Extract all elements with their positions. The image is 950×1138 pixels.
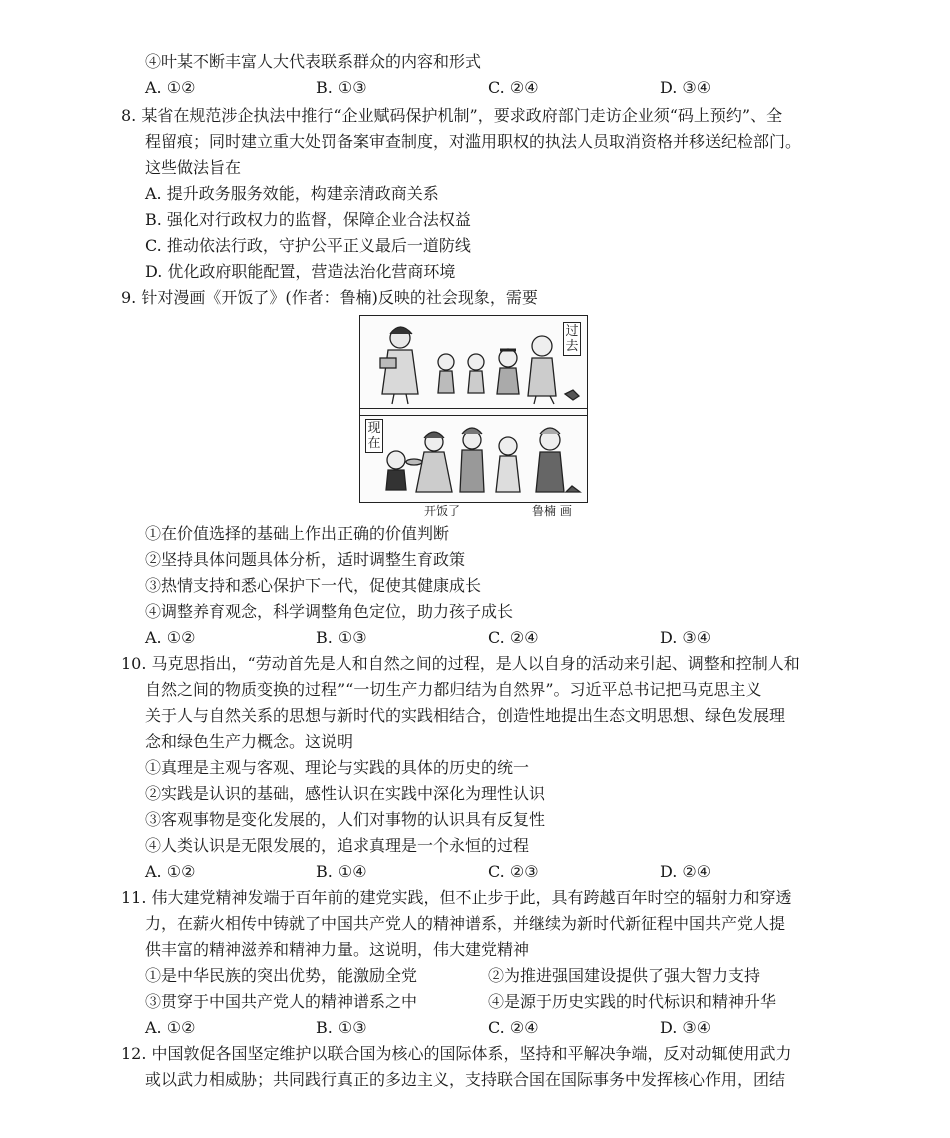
q10-stem-line-4: 念和绿色生产力概念。这说明 [145, 732, 354, 751]
q11-stem-line-3: 供丰富的精神滋养和精神力量。这说明，伟大建党精神 [145, 940, 530, 959]
q12-stem-line-1: 12. 中国敦促各国坚定维护以联合国为核心的国际体系，坚持和平解决争端，反对动辄使用武力 [121, 1044, 792, 1063]
q11-option-b: B. ①③ [316, 1018, 367, 1037]
q9-option-d: D. ③④ [660, 628, 712, 647]
q11-stem-line-1: 11. 伟大建党精神发端于百年前的建党实践，但不止步于此，具有跨越百年时空的辐射力和穿透 [121, 888, 792, 907]
q11-option-d: D. ③④ [660, 1018, 712, 1037]
cartoon-tag-past [563, 322, 581, 356]
q10-stem-line-2: 自然之间的物质变换的过程”“一切生产力都归结为自然界”。习近平总书记把马克思主义 [145, 680, 762, 699]
q7-option-b: B. ①③ [316, 78, 367, 97]
q8-choice-a: A. 提升政务服务效能，构建亲清政商关系 [145, 184, 439, 203]
cartoon-tag-past-1: 过 [565, 324, 579, 339]
q11-stem-line-2: 力，在薪火相传中铸就了中国共产党人的精神谱系，并继续为新时代新征程中国共产党人提 [145, 914, 786, 933]
q9-option-c: C. ②④ [488, 628, 539, 647]
q9-item-2: ②坚持具体问题具体分析，适时调整生育政策 [145, 550, 466, 569]
q8-stem-line-1: 8. 某省在规范涉企执法中推行“企业赋码保护机制”，要求政府部门走访企业须“码上预约”、全 [121, 106, 783, 125]
cartoon-tag-now-2: 在 [367, 436, 381, 451]
q10-stem-line-1: 10. 马克思指出，“劳动首先是人和自然之间的过程，是人以自身的活动来引起、调整和控制人和 [121, 654, 800, 673]
cartoon-caption-author: 鲁楠 画 [532, 504, 572, 518]
q11-item-2: ②为推进强国建设提供了强大智力支持 [488, 966, 761, 985]
q7-item-4: ④叶某不断丰富人大代表联系群众的内容和形式 [145, 52, 482, 71]
q8-choice-d: D. 优化政府职能配置，营造法治化营商环境 [145, 262, 456, 281]
q9-item-1: ①在价值选择的基础上作出正确的价值判断 [145, 524, 450, 543]
q10-item-2: ②实践是认识的基础，感性认识在实践中深化为理性认识 [145, 784, 546, 803]
q9-item-3: ③热情支持和悉心保护下一代，促使其健康成长 [145, 576, 482, 595]
q7-option-c: C. ②④ [488, 78, 539, 97]
cartoon-caption-title: 开饭了 [424, 504, 461, 518]
q8-choice-b: B. 强化对行政权力的监督，保障企业合法权益 [145, 210, 471, 229]
q11-item-3: ③贯穿于中国共产党人的精神谱系之中 [145, 992, 418, 1011]
q9-option-b: B. ①③ [316, 628, 367, 647]
q9-option-a: A. ①② [145, 628, 196, 647]
q8-stem-line-2: 程留痕；同时建立重大处罚备案审查制度，对滥用职权的执法人员取消资格并移送纪检部门。 [145, 132, 802, 151]
q9-item-4: ④调整养育观念，科学调整角色定位，助力孩子成长 [145, 602, 514, 621]
q7-option-a: A. ①② [145, 78, 196, 97]
q10-stem-line-3: 关于人与自然关系的思想与新时代的实践相结合，创造性地提出生态文明思想、绿色发展理 [145, 706, 786, 725]
q7-option-d: D. ③④ [660, 78, 712, 97]
q10-option-b: B. ①④ [316, 862, 367, 881]
q12-stem-line-2: 或以武力相威胁；共同践行真正的多边主义，支持联合国在国际事务中发挥核心作用，团结 [145, 1070, 786, 1089]
q11-item-1: ①是中华民族的突出优势，能激励全党 [145, 966, 418, 985]
cartoon-tag-now-1: 现 [367, 421, 381, 436]
cartoon-tag-now [365, 419, 383, 453]
q10-item-4: ④人类认识是无限发展的，追求真理是一个永恒的过程 [145, 836, 530, 855]
q11-item-4: ④是源于历史实践的时代标识和精神升华 [488, 992, 777, 1011]
cartoon-image [359, 315, 588, 503]
q10-option-a: A. ①② [145, 862, 196, 881]
q8-stem-line-3: 这些做法旨在 [145, 158, 242, 177]
q11-option-c: C. ②④ [488, 1018, 539, 1037]
q9-stem: 9. 针对漫画《开饭了》(作者：鲁楠)反映的社会现象，需要 [121, 288, 538, 307]
q10-option-d: D. ②④ [660, 862, 712, 881]
q8-choice-c: C. 推动依法行政，守护公平正义最后一道防线 [145, 236, 471, 255]
q11-option-a: A. ①② [145, 1018, 196, 1037]
q10-option-c: C. ②③ [488, 862, 539, 881]
q10-item-1: ①真理是主观与客观、理论与实践的具体的历史的统一 [145, 758, 530, 777]
q10-item-3: ③客观事物是变化发展的，人们对事物的认识具有反复性 [145, 810, 546, 829]
cartoon-tag-past-2: 去 [565, 339, 579, 354]
